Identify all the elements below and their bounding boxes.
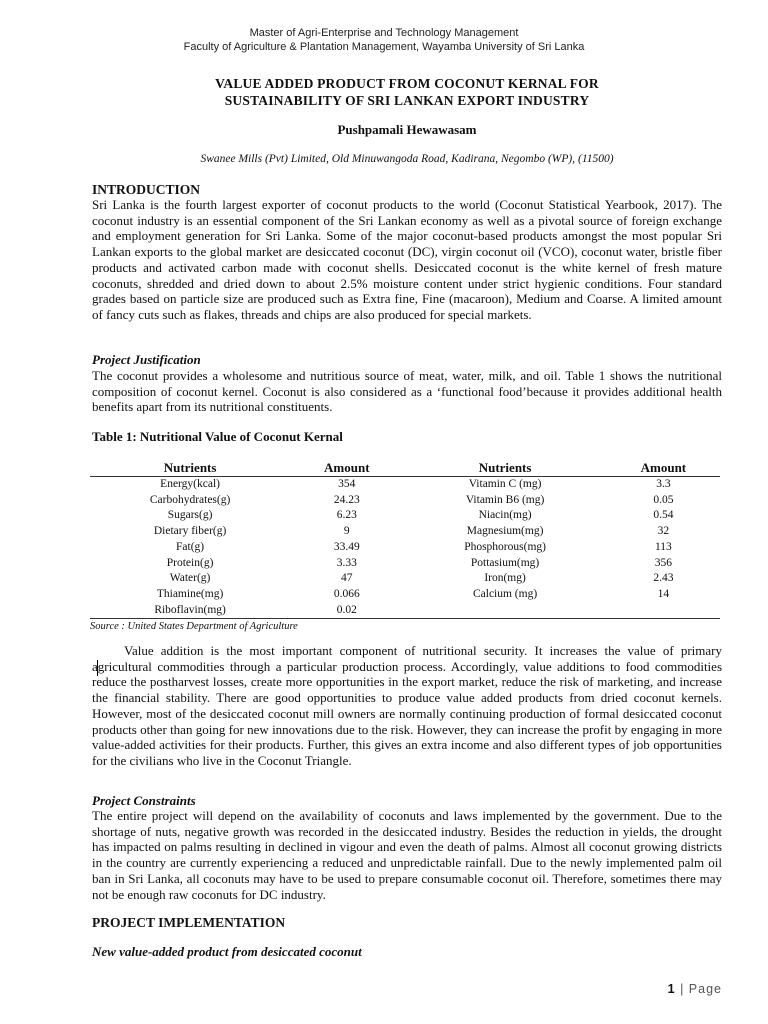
- nutrient-cell: Vitamin B6 (mg): [465, 493, 545, 506]
- amount-cell: 14: [657, 587, 670, 600]
- section-heading-constraints: Project Constraints: [92, 793, 196, 808]
- amount-cell: 0.05: [653, 493, 674, 506]
- paragraph-justification: The coconut provides a wholesome and nutritious source of meat, water, milk, and oil. Table 1 shows the nutritional composition of coconut kernel. Coconut is also considered as a ‘functional food’because it provides additional health benefits apart from its nutritional constituents.: [92, 368, 722, 415]
- header-nutrients: Nutrients: [90, 460, 290, 477]
- nutrient-cell: Magnesium(mg): [466, 525, 544, 538]
- nutrient-cell: Iron(mg): [484, 572, 526, 585]
- author: Pushpamali Hewawasam: [337, 122, 477, 137]
- nutrient-cell: Pottasium(mg): [470, 556, 540, 569]
- nutrient-cell: Phosphorous(mg): [464, 540, 546, 553]
- nutrient-cell: Protein(g): [166, 556, 214, 569]
- section-heading-introduction: INTRODUCTION: [92, 182, 201, 197]
- nutrient-cell: Dietary fiber(g): [153, 525, 227, 538]
- header-amount: Amount: [290, 460, 403, 477]
- paragraph-introduction: Sri Lanka is the fourth largest exporter of coconut products to the world (Coconut Statistical Yearbook, 2017). The coconut industry is an essential component of the Sri Lankan economy as well as a pivotal source of foreign exchange and employment generation for Sri Lanka. Some of the major coconut-based products amongst the most popular Sri Lankan exports to the global market are desiccated coconut (DC), virgin coconut oil (VCO), coconut water, bristle fiber products and activated carbon made with coconut shells. Desiccated coconut is the white kernel of fresh mature coconuts, shredded and dried down to about 2.5% moisture content under strict hygienic conditions. Four standard grades based on particle size are produced such as Extra fine, Fine (macaroon), Medium and Coarse. A limited amount of fancy cuts such as flakes, threads and chips are also produced for special markets.: [92, 197, 722, 322]
- amount-cell: 0.066: [333, 587, 360, 600]
- nutrient-cell: Riboflavin(mg): [154, 603, 226, 616]
- table-row: [90, 540, 720, 556]
- table-row: [90, 477, 720, 493]
- amount-cell: 33.49: [333, 540, 360, 553]
- section-heading-implementation: PROJECT IMPLEMENTATION: [92, 915, 286, 930]
- nutrient-cell: Vitamin C (mg): [468, 478, 542, 490]
- affiliation: Swanee Mills (Pvt) Limited, Old Minuwangoda Road, Kadirana, Negombo (WP), (11500): [200, 153, 614, 165]
- nutrient-cell: Niacin(mg): [478, 509, 532, 522]
- table-row: [90, 556, 720, 572]
- running-header-line1: Master of Agri-Enterprise and Technology Management: [249, 27, 519, 39]
- amount-cell: 356: [654, 556, 673, 569]
- page-footer: [668, 982, 722, 996]
- amount-cell: 354: [338, 478, 356, 490]
- table-row: [90, 493, 720, 509]
- running-header-line2: Faculty of Agriculture & Plantation Management, Wayamba University of Sri Lanka: [183, 41, 585, 53]
- table-row: [90, 524, 720, 540]
- table-row: [90, 508, 720, 524]
- header-nutrients: Nutrients: [403, 460, 606, 477]
- paragraph-value-addition: Value addition is the most important component of nutritional security. It increases the value of primary agricultural commodities through a particular production process. Accordingly, value additions to food commodities reduce the postharvest losses, create more opportunities in the export market, reduce the risk of marketing, and increase the financial stability. There are good opportunities to produce value added products from dried coconut kernels. However, most of the desiccated coconut mill owners are normally continuing production of formal desiccated coconut products other than going for new innovations due to the risk. However, they can increase the profit by engaging in more value-added activities for their products. Further, this gives an extra income and also different types of job opportunities for the civilians who live in the Coconut Triangle.: [92, 643, 722, 768]
- table-caption: Table 1: Nutritional Value of Coconut Kernal: [92, 429, 343, 444]
- amount-cell: 32: [657, 525, 670, 538]
- amount-cell: 47: [341, 572, 353, 585]
- table-source: Source : United States Department of Agriculture: [90, 619, 720, 635]
- amount-cell: 6.23: [336, 509, 357, 522]
- amount-cell: 24.23: [333, 493, 360, 506]
- nutrient-cell: Water(g): [169, 572, 211, 585]
- amount-cell: 3.33: [336, 556, 357, 569]
- nutrition-table: [90, 460, 720, 635]
- amount-cell: 3.3: [656, 478, 671, 490]
- table-row: [90, 603, 720, 619]
- nutrient-cell: Sugars(g): [167, 509, 213, 522]
- page-number: 1: [667, 982, 676, 996]
- nutrient-cell: [403, 603, 606, 619]
- footer-separator: |: [675, 982, 689, 996]
- table-row: [90, 587, 720, 603]
- document-title-line1: VALUE ADDED PRODUCT FROM COCONUT KERNAL FOR: [215, 76, 599, 91]
- table-header-row: [90, 460, 720, 477]
- amount-cell: 0.54: [653, 509, 674, 522]
- nutrient-cell: Fat(g): [176, 540, 205, 553]
- nutrient-cell: Carbohydrates(g): [149, 493, 231, 506]
- subheading-new-product: New value-added product from desiccated coconut: [92, 944, 362, 959]
- nutrient-cell: Energy(kcal): [160, 478, 220, 490]
- section-heading-justification: Project Justification: [92, 352, 201, 367]
- amount-cell: [607, 603, 720, 619]
- amount-cell: 113: [654, 540, 672, 553]
- header-amount: Amount: [607, 460, 720, 477]
- amount-cell: 0.02: [336, 603, 357, 616]
- amount-cell: 2.43: [653, 572, 674, 585]
- paragraph-constraints: The entire project will depend on the availability of coconuts and laws implemented by the government. Due to the shortage of nuts, negative growth was recorded in the desiccated industry. Besides the reduction in yields, the drought has impacted on palms resulting in declined in vigour and even the death of palms. Almost all coconut growing districts in the country are currently experiencing a reduced and unpredictable rainfall. Due to the newly implemented palm oil ban in Sri Lanka, all coconuts may have to be used to prepare consumable coconut oil. Therefore, sometimes there may not be enough raw coconuts for DC industry.: [92, 808, 722, 902]
- nutrient-cell: Calcium (mg): [472, 587, 538, 600]
- document-title-line2: SUSTAINABILITY OF SRI LANKAN EXPORT INDUSTRY: [224, 93, 590, 108]
- nutrient-cell: Thiamine(mg): [156, 587, 224, 600]
- table-row: [90, 571, 720, 587]
- amount-cell: 9: [343, 525, 350, 538]
- page-label: Page: [688, 982, 722, 996]
